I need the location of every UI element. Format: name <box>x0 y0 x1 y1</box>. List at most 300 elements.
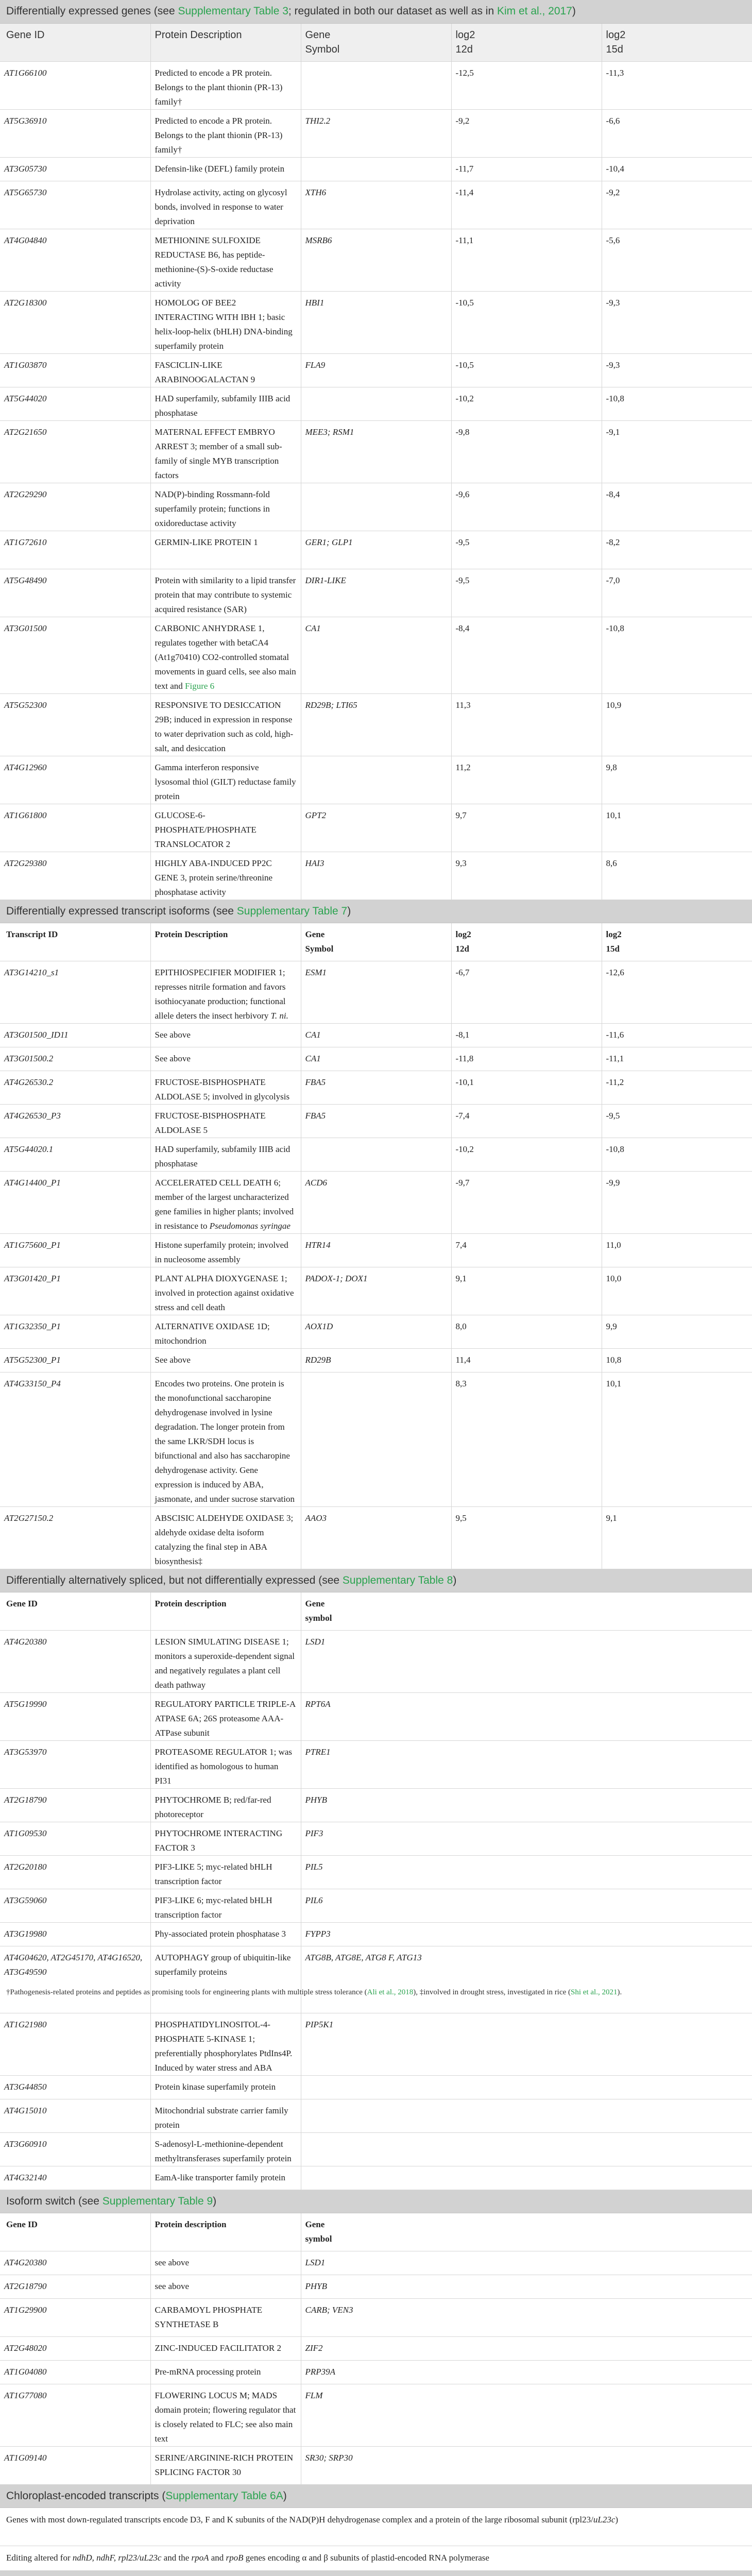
log2-12d: 9,5 <box>451 1506 602 1569</box>
log2-15d: -9,5 <box>602 1104 752 1138</box>
header-log2-12d: log2 12d <box>451 23 602 61</box>
log2-15d: 9,1 <box>602 1506 752 1569</box>
gene-symbol: FBA5 <box>301 1071 451 1104</box>
table-row <box>0 353 752 387</box>
gene-symbol: GER1; GLP1 <box>301 531 451 569</box>
protein-description: ZINC-INDUCED FACILITATOR 2 <box>150 2336 301 2360</box>
gene-id: AT2G18300 <box>0 291 150 353</box>
supplementary-table-7-link[interactable]: Supplementary Table 7 <box>237 905 347 917</box>
protein-description: FRUCTOSE-BISPHOSPHATE ALDOLASE 5 <box>150 1104 301 1138</box>
log2-15d: -8,4 <box>602 483 752 531</box>
gene-id: AT5G36910 <box>0 109 150 157</box>
chloroplast-note-2: Editing altered for ndhD, ndhF, rpl23/uL23c and the rpoA and rpoB genes encoding α and β subunits of plastid-encoded RNA polymerase <box>0 2546 752 2570</box>
table-row <box>0 2298 752 2336</box>
protein-description: PROTEASOME REGULATOR 1; was identified as homologous to human PI31 <box>150 1740 301 1788</box>
column-header-isoforms <box>0 923 752 961</box>
log2-12d: -11,1 <box>451 229 602 291</box>
column-header-deg <box>0 23 752 61</box>
protein-description: Encodes two proteins. One protein is the monofunctional saccharopine dehydrogenase involved in lysine degradation. The longer protein from the same LKR/SDH locus is bifunctional and also has saccharopine dehydrogenase activity. Gene expression is induced by ABA, jasmonate, and under sucrose starvation <box>150 1372 301 1506</box>
protein-description: FASCICLIN-LIKE ARABINOOGALACTAN 9 <box>150 353 301 387</box>
gene-id: AT1G61800 <box>0 804 150 852</box>
gene-id: AT1G77080 <box>0 2384 150 2446</box>
header-protein-description: Protein description <box>150 1592 301 1630</box>
gene-symbol <box>301 1138 451 1171</box>
table-row <box>0 1740 752 1788</box>
protein-description: PHOSPHATIDYLINOSITOL-4-PHOSPHATE 5-KINASE 1; preferentially phosphorylates PtdIns4P. Induced by water stress and ABA <box>150 2013 301 2075</box>
protein-description: Pre-mRNA processing protein <box>150 2360 301 2384</box>
gene-id: AT4G04620, AT2G45170, AT4G16520, AT3G49590 <box>0 1946 150 2013</box>
gene-symbol <box>301 483 451 531</box>
section-header-isoform-switch: Isoform switch (see Supplementary Table 9) <box>0 2190 752 2213</box>
gene-id: AT1G29900 <box>0 2298 150 2336</box>
log2-12d: -8,4 <box>451 617 602 693</box>
protein-description: Hydrolase activity, acting on glycosyl bonds, involved in response to water deprivation <box>150 181 301 229</box>
log2-12d: -11,7 <box>451 157 602 181</box>
log2-15d: 11,0 <box>602 1233 752 1267</box>
supplementary-table-8-link[interactable]: Supplementary Table 8 <box>343 1574 453 1586</box>
header-log2-12d: log2 12d <box>451 923 602 961</box>
gene-id: AT2G29380 <box>0 852 150 900</box>
header-gene-id: Gene ID <box>0 2213 150 2251</box>
gene-symbol: PRP39A <box>301 2360 752 2384</box>
table-row <box>0 1047 752 1071</box>
table-row <box>0 1233 752 1267</box>
gene-symbol: CARB; VEN3 <box>301 2298 752 2336</box>
protein-description: NAD(P)-binding Rossmann-fold superfamily protein; functions in oxidoreductase activity <box>150 483 301 531</box>
header-gene-id: Gene ID <box>0 1592 150 1630</box>
log2-15d: -10,8 <box>602 617 752 693</box>
supplementary-table-3-link[interactable]: Supplementary Table 3 <box>178 5 288 17</box>
gene-symbol: RD29B; LTI65 <box>301 693 451 756</box>
gene-symbol: ESM1 <box>301 961 451 1023</box>
protein-description: FRUCTOSE-BISPHOSPHATE ALDOLASE 5; involved in glycolysis <box>150 1071 301 1104</box>
protein-description: Protein kinase superfamily protein <box>150 2075 301 2099</box>
gene-symbol: AAO3 <box>301 1506 451 1569</box>
table-row <box>0 693 752 756</box>
log2-15d: -10,8 <box>602 387 752 420</box>
table-row <box>0 531 752 569</box>
log2-15d: -9,3 <box>602 291 752 353</box>
gene-symbol <box>301 2166 752 2190</box>
log2-12d: -9,2 <box>451 109 602 157</box>
table-row <box>0 756 752 804</box>
table-row <box>0 1630 752 1692</box>
log2-12d: 7,4 <box>451 1233 602 1267</box>
protein-description: FLOWERING LOCUS M; MADS domain protein; flowering regulator that is closely related to FLC; see also main text <box>150 2384 301 2446</box>
gene-id: AT1G09140 <box>0 2446 150 2484</box>
protein-description: CARBAMOYL PHOSPHATE SYNTHETASE B <box>150 2298 301 2336</box>
log2-15d: -11,6 <box>602 1023 752 1047</box>
log2-12d: -8,1 <box>451 1023 602 1047</box>
log2-12d: 11,3 <box>451 693 602 756</box>
log2-15d: -11,2 <box>602 1071 752 1104</box>
header-transcript-id: Transcript ID <box>0 923 150 961</box>
section-header-isoforms: Differentially expressed transcript isoforms (see Supplementary Table 7) <box>0 900 752 923</box>
section-header-chloroplast: Chloroplast-encoded transcripts (Supplementary Table 6A) <box>0 2484 752 2507</box>
protein-description: HAD superfamily, subfamily IIIB acid phosphatase <box>150 1138 301 1171</box>
gene-symbol: PIL5 <box>301 1855 752 1889</box>
table-row <box>0 1922 752 1946</box>
log2-12d: -9,6 <box>451 483 602 531</box>
gene-symbol: ATG8B, ATG8E, ATG8 F, ATG13 <box>301 1946 752 2013</box>
kim-2017-link[interactable]: Kim et al., 2017 <box>497 5 572 17</box>
gene-symbol <box>301 2075 752 2099</box>
gene-symbol: FLA9 <box>301 353 451 387</box>
gene-symbol: ZIF2 <box>301 2336 752 2360</box>
protein-description: Phy-associated protein phosphatase 3 <box>150 1922 301 1946</box>
gene-symbol: FBA5 <box>301 1104 451 1138</box>
table-row <box>0 2166 752 2190</box>
transcript-id: AT5G52300_P1 <box>0 1348 150 1372</box>
protein-description: Gamma interferon responsive lysosomal thiol (GILT) reductase family protein <box>150 756 301 804</box>
header-gene-symbol: Gene Symbol <box>301 23 451 61</box>
gene-symbol: LSD1 <box>301 1630 752 1692</box>
table-row <box>0 157 752 181</box>
table-row <box>0 569 752 617</box>
gene-symbol: PHYB <box>301 2275 752 2298</box>
gene-symbol: HTR14 <box>301 1233 451 1267</box>
gene-id: AT1G03870 <box>0 353 150 387</box>
protein-description: METHIONINE SULFOXIDE REDUCTASE B6, has peptide-methionine-(S)-S-oxide reductase activity <box>150 229 301 291</box>
header-gene-symbol: Gene symbol <box>301 1592 752 1630</box>
gene-symbol: PIF3 <box>301 1822 752 1855</box>
chloroplast-note-1: Genes with most down-regulated transcripts encode D3, F and K subunits of the NAD(P)H dehydrogenase complex and a protein of the large ribosomal subunit (rpl23/uL23c) <box>0 2507 752 2546</box>
transcript-id: AT3G01500.2 <box>0 1047 150 1071</box>
table-row <box>0 229 752 291</box>
table-row <box>0 1692 752 1740</box>
log2-15d: -11,1 <box>602 1047 752 1071</box>
log2-15d: -9,9 <box>602 1171 752 1233</box>
gene-id: AT5G44020 <box>0 387 150 420</box>
protein-description: Histone superfamily protein; involved in nucleosome assembly <box>150 1233 301 1267</box>
header-log2-15d: log2 15d <box>602 23 752 61</box>
gene-id: AT5G19990 <box>0 1692 150 1740</box>
gene-symbol: PADOX-1; DOX1 <box>301 1267 451 1315</box>
gene-symbol: GPT2 <box>301 804 451 852</box>
gene-id: AT4G20380 <box>0 1630 150 1692</box>
column-header-isoform-switch <box>0 2213 752 2251</box>
log2-15d: 10,1 <box>602 1372 752 1506</box>
table-row <box>0 2099 752 2132</box>
log2-15d: 10,8 <box>602 1348 752 1372</box>
log2-15d: 8,6 <box>602 852 752 900</box>
log2-12d: 11,2 <box>451 756 602 804</box>
gene-symbol: CA1 <box>301 1047 451 1071</box>
table-row <box>0 1855 752 1889</box>
protein-description: Defensin-like (DEFL) family protein <box>150 157 301 181</box>
table-row <box>0 1267 752 1315</box>
gene-symbol: MSRB6 <box>301 229 451 291</box>
protein-description: See above <box>150 1023 301 1047</box>
gene-id: AT2G18790 <box>0 2275 150 2298</box>
log2-15d: -6,6 <box>602 109 752 157</box>
header-log2-15d: log2 15d <box>602 923 752 961</box>
protein-description: SERINE/ARGININE-RICH PROTEIN SPLICING FACTOR 30 <box>150 2446 301 2484</box>
table-row <box>0 1071 752 1104</box>
header-gene-symbol: Gene Symbol <box>301 923 451 961</box>
gene-symbol: PTRE1 <box>301 1740 752 1788</box>
table-row <box>0 2075 752 2099</box>
section-header-mitochondrial <box>0 2570 752 2576</box>
gene-symbol: AOX1D <box>301 1315 451 1348</box>
log2-15d: -9,2 <box>602 181 752 229</box>
log2-15d: -9,3 <box>602 353 752 387</box>
gene-id: AT1G72610 <box>0 531 150 569</box>
transcript-id: AT3G01420_P1 <box>0 1267 150 1315</box>
table-row <box>0 1023 752 1047</box>
log2-15d: -5,6 <box>602 229 752 291</box>
log2-12d: -10,2 <box>451 387 602 420</box>
protein-description: PLANT ALPHA DIOXYGENASE 1; involved in protection against oxidative stress and cell death <box>150 1267 301 1315</box>
supplementary-table-9-link[interactable]: Supplementary Table 9 <box>102 2195 213 2207</box>
log2-12d: -9,7 <box>451 1171 602 1233</box>
gene-symbol: CA1 <box>301 617 451 693</box>
gene-id: AT3G44850 <box>0 2075 150 2099</box>
table-row <box>0 1104 752 1138</box>
gene-id: AT1G09530 <box>0 1822 150 1855</box>
log2-12d: -11,4 <box>451 181 602 229</box>
gene-symbol: FYPP3 <box>301 1922 752 1946</box>
table-row <box>0 2360 752 2384</box>
log2-12d: -10,1 <box>451 1071 602 1104</box>
log2-12d: 9,7 <box>451 804 602 852</box>
gene-symbol <box>301 157 451 181</box>
table-row <box>0 1348 752 1372</box>
log2-12d: -9,5 <box>451 569 602 617</box>
log2-15d: -7,0 <box>602 569 752 617</box>
log2-15d: 10,1 <box>602 804 752 852</box>
gene-id: AT3G05730 <box>0 157 150 181</box>
gene-id: AT5G65730 <box>0 181 150 229</box>
protein-description: EamA-like transporter family protein <box>150 2166 301 2190</box>
figure-6-link[interactable]: Figure 6 <box>185 681 214 691</box>
table-row <box>0 1889 752 1922</box>
log2-15d: -10,4 <box>602 157 752 181</box>
transcript-id: AT1G32350_P1 <box>0 1315 150 1348</box>
gene-symbol: SR30; SRP30 <box>301 2446 752 2484</box>
transcript-id: AT4G33150_P4 <box>0 1372 150 1506</box>
protein-description: MATERNAL EFFECT EMBRYO ARREST 3; member of a small sub-family of single MYB transcription factors <box>150 420 301 483</box>
gene-id: AT3G19980 <box>0 1922 150 1946</box>
table-row <box>0 852 752 900</box>
log2-15d: 10,0 <box>602 1267 752 1315</box>
table-row <box>0 1822 752 1855</box>
protein-description: Predicted to encode a PR protein. Belongs to the plant thionin (PR-13) family† <box>150 61 301 109</box>
gene-id: AT1G04080 <box>0 2360 150 2384</box>
gene-id: AT4G20380 <box>0 2251 150 2275</box>
gene-symbol <box>301 61 451 109</box>
gene-id: AT5G48490 <box>0 569 150 617</box>
header-protein-description: Protein Description <box>150 923 301 961</box>
protein-description: GLUCOSE-6-PHOSPHATE/PHOSPHATE TRANSLOCATOR 2 <box>150 804 301 852</box>
table-row <box>0 2384 752 2446</box>
table-row <box>0 1788 752 1822</box>
protein-description: see above <box>150 2275 301 2298</box>
gene-id: AT1G21980 <box>0 2013 150 2075</box>
log2-15d: -9,1 <box>602 420 752 483</box>
protein-description: PHYTOCHROME B; red/far-red photoreceptor <box>150 1788 301 1822</box>
log2-12d: -10,5 <box>451 353 602 387</box>
section-header-alt-spliced: Differentially alternatively spliced, but not differentially expressed (see Supplementary Table 8) <box>0 1569 752 1592</box>
table-row <box>0 2132 752 2166</box>
gene-id: AT5G52300 <box>0 693 150 756</box>
table-row <box>0 804 752 852</box>
gene-symbol <box>301 2132 752 2166</box>
gene-symbol: LSD1 <box>301 2251 752 2275</box>
gene-symbol <box>301 387 451 420</box>
log2-12d: -6,7 <box>451 961 602 1023</box>
gene-symbol: HBI1 <box>301 291 451 353</box>
table-row <box>0 2336 752 2360</box>
transcript-id: AT5G44020.1 <box>0 1138 150 1171</box>
protein-description: see above <box>150 2251 301 2275</box>
transcript-id: AT1G75600_P1 <box>0 1233 150 1267</box>
log2-12d: -12,5 <box>451 61 602 109</box>
header-gene-symbol: Gene symbol <box>301 2213 752 2251</box>
protein-description: PIF3-LIKE 5; myc-related bHLH transcription factor <box>150 1855 301 1889</box>
gene-symbol: ACD6 <box>301 1171 451 1233</box>
gene-id: AT4G04840 <box>0 229 150 291</box>
gene-id: AT4G15010 <box>0 2099 150 2132</box>
table-row <box>0 420 752 483</box>
table-row <box>0 617 752 693</box>
table-row <box>0 291 752 353</box>
log2-12d: 11,4 <box>451 1348 602 1372</box>
protein-description: ACCELERATED CELL DEATH 6; member of the largest uncharacterized gene families in higher plants; involved in resistance to Pseudomonas syringae <box>150 1171 301 1233</box>
log2-15d: -8,2 <box>602 531 752 569</box>
gene-symbol: RPT6A <box>301 1692 752 1740</box>
table-row <box>0 1506 752 1569</box>
gene-symbol: PIP5K1 <box>301 2013 752 2075</box>
protein-description: GERMIN-LIKE PROTEIN 1 <box>150 531 301 569</box>
log2-12d: 9,3 <box>451 852 602 900</box>
log2-12d: -10,5 <box>451 291 602 353</box>
table-row <box>0 181 752 229</box>
table-row <box>0 1138 752 1171</box>
protein-description: See above <box>150 1047 301 1071</box>
column-header-alt-spliced <box>0 1592 752 1630</box>
protein-description: See above <box>150 1348 301 1372</box>
protein-description: HAD superfamily, subfamily IIIB acid phosphatase <box>150 387 301 420</box>
section-header-deg: Differentially expressed genes (see Supplementary Table 3; regulated in both our dataset as well as in Kim et al., 2017) <box>0 0 752 23</box>
gene-symbol: XTH6 <box>301 181 451 229</box>
transcript-id: AT2G27150.2 <box>0 1506 150 1569</box>
transcript-id: AT3G01500_ID11 <box>0 1023 150 1047</box>
protein-description: PHYTOCHROME INTERACTING FACTOR 3 <box>150 1822 301 1855</box>
table-row <box>0 1315 752 1348</box>
gene-symbol: MEE3; RSM1 <box>301 420 451 483</box>
log2-15d: -11,3 <box>602 61 752 109</box>
log2-15d: -10,8 <box>602 1138 752 1171</box>
supplementary-table-6a-link[interactable]: Supplementary Table 6A <box>165 2490 283 2502</box>
log2-12d: -10,2 <box>451 1138 602 1171</box>
transcript-id: AT4G14400_P1 <box>0 1171 150 1233</box>
gene-symbol: PHYB <box>301 1788 752 1822</box>
log2-12d: 9,1 <box>451 1267 602 1315</box>
protein-description: Protein with similarity to a lipid transfer protein that may contribute to systemic acquired resistance (SAR) <box>150 569 301 617</box>
protein-description: Mitochondrial substrate carrier family protein <box>150 2099 301 2132</box>
gene-symbol <box>301 2099 752 2132</box>
log2-12d: 8,0 <box>451 1315 602 1348</box>
header-protein-description: Protein description <box>150 2213 301 2251</box>
log2-12d: -9,8 <box>451 420 602 483</box>
protein-description: S-adenosyl-L-methionine-dependent methyltransferases superfamily protein <box>150 2132 301 2166</box>
log2-12d: -11,8 <box>451 1047 602 1071</box>
gene-id: AT1G66100 <box>0 61 150 109</box>
header-gene-id: Gene ID <box>0 23 150 61</box>
gene-id: AT2G20180 <box>0 1855 150 1889</box>
log2-12d: -9,5 <box>451 531 602 569</box>
table-row <box>0 1946 752 2013</box>
gene-symbol: CA1 <box>301 1023 451 1047</box>
protein-description: AUTOPHAGY group of ubiquitin-like superfamily proteins <box>150 1946 301 2013</box>
shi-2021-link[interactable]: Shi et al., 2021 <box>571 1988 617 1996</box>
gene-id: AT2G48020 <box>0 2336 150 2360</box>
log2-15d: -12,6 <box>602 961 752 1023</box>
protein-description: PIF3-LIKE 6; myc-related bHLH transcription factor <box>150 1889 301 1922</box>
log2-15d: 9,9 <box>602 1315 752 1348</box>
gene-id: AT3G01500 <box>0 617 150 693</box>
transcript-id: AT3G14210_s1 <box>0 961 150 1023</box>
gene-symbol <box>301 756 451 804</box>
gene-id: AT4G32140 <box>0 2166 150 2190</box>
gene-id: AT2G21650 <box>0 420 150 483</box>
log2-15d: 9,8 <box>602 756 752 804</box>
protein-description: CARBONIC ANHYDRASE 1, regulates together with betaCA4 (At1g70410) CO2-controlled stomatal movements in guard cells, see also main text and Figure 6 <box>150 617 301 693</box>
table-row <box>0 2013 752 2075</box>
table-row <box>0 61 752 109</box>
transcript-id: AT4G26530_P3 <box>0 1104 150 1138</box>
protein-description: ABSCISIC ALDEHYDE OXIDASE 3; aldehyde oxidase delta isoform catalyzing the final step in ABA biosynthesis‡ <box>150 1506 301 1569</box>
log2-12d: 8,3 <box>451 1372 602 1506</box>
gene-symbol: FLM <box>301 2384 752 2446</box>
table-row <box>0 2446 752 2484</box>
gene-symbol: THI2.2 <box>301 109 451 157</box>
gene-id: AT3G53970 <box>0 1740 150 1788</box>
gene-symbol: HAI3 <box>301 852 451 900</box>
gene-id: AT2G18790 <box>0 1788 150 1822</box>
table-footnote: †Pathogenesis-related proteins and peptides as promising tools for engineering plants with multiple stress tolerance (Ali et al., 2018), ‡involved in drought stress, investigated in rice (Shi et al., 2021). <box>6 1988 748 1997</box>
gene-symbol: DIR1-LIKE <box>301 569 451 617</box>
header-protein-description: Protein Description <box>150 23 301 61</box>
protein-description: ALTERNATIVE OXIDASE 1D; mitochondrion <box>150 1315 301 1348</box>
table-row <box>0 2251 752 2275</box>
protein-description: REGULATORY PARTICLE TRIPLE-A ATPASE 6A; 26S proteasome AAA-ATPase subunit <box>150 1692 301 1740</box>
gene-id: AT3G60910 <box>0 2132 150 2166</box>
gene-id: AT2G29290 <box>0 483 150 531</box>
table-row <box>0 483 752 531</box>
protein-description: HIGHLY ABA-INDUCED PP2C GENE 3, protein serine/threonine phosphatase activity <box>150 852 301 900</box>
log2-12d: -7,4 <box>451 1104 602 1138</box>
table-row <box>0 1372 752 1506</box>
protein-description: LESION SIMULATING DISEASE 1; monitors a superoxide-dependent signal and negatively regulates a plant cell death pathway <box>150 1630 301 1692</box>
gene-symbol <box>301 1372 451 1506</box>
protein-description: Predicted to encode a PR protein. Belongs to the plant thionin (PR-13) family† <box>150 109 301 157</box>
gene-id: AT4G12960 <box>0 756 150 804</box>
table-row <box>0 109 752 157</box>
log2-15d: 10,9 <box>602 693 752 756</box>
table-row <box>0 2275 752 2298</box>
ali-2018-link[interactable]: Ali et al., 2018 <box>367 1988 414 1996</box>
protein-description: EPITHIOSPECIFIER MODIFIER 1; represses nitrile formation and favors isothiocyanate production; functional allele deters the insect herbivory T. ni. <box>150 961 301 1023</box>
table-row <box>0 1171 752 1233</box>
gene-symbol: PIL6 <box>301 1889 752 1922</box>
transcript-id: AT4G26530.2 <box>0 1071 150 1104</box>
table-row <box>0 961 752 1023</box>
table-row <box>0 387 752 420</box>
gene-symbol: RD29B <box>301 1348 451 1372</box>
protein-description: HOMOLOG OF BEE2 INTERACTING WITH IBH 1; basic helix-loop-helix (bHLH) DNA-binding superfamily protein <box>150 291 301 353</box>
